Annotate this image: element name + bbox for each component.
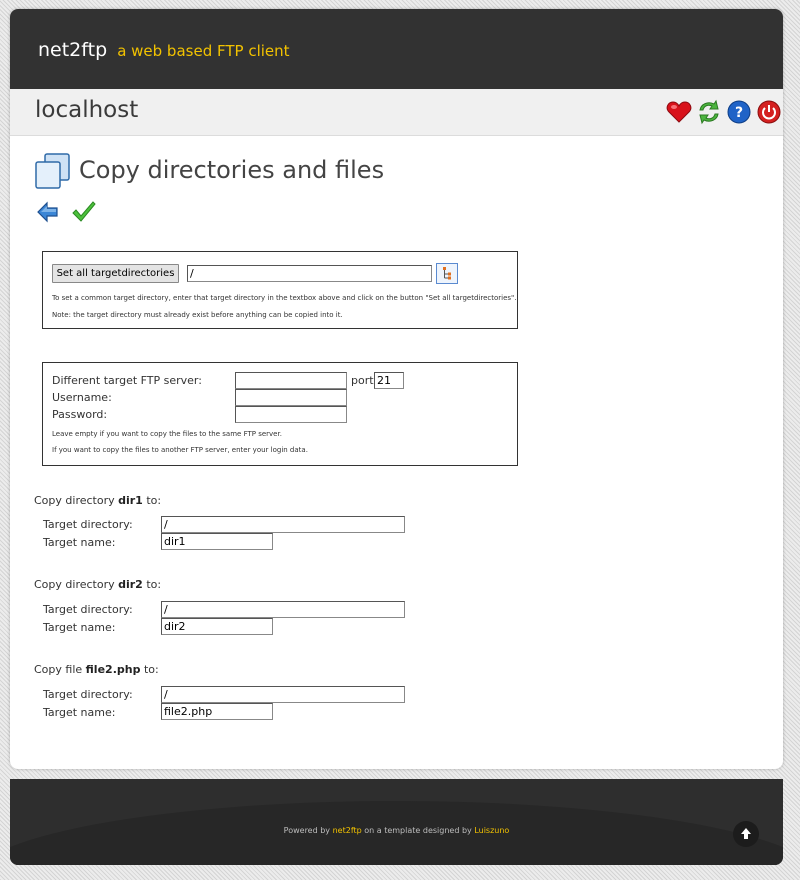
refresh-icon[interactable] — [696, 99, 722, 125]
top-bar — [10, 9, 783, 89]
copy-item-name: dir2 — [118, 578, 143, 591]
help-icon[interactable] — [726, 99, 752, 125]
password-input[interactable] — [235, 406, 347, 423]
main-window — [10, 9, 783, 769]
target-directory-label: Target directory: — [43, 603, 133, 616]
app-name: net2ftp — [38, 39, 108, 61]
copy-item-prefix: Copy directory — [34, 494, 115, 507]
port-label: port — [351, 374, 374, 387]
scroll-to-top-button[interactable] — [733, 821, 759, 847]
target-name-label: Target name: — [43, 706, 116, 719]
host-bar — [10, 89, 783, 136]
copy-item-suffix: to: — [146, 494, 162, 507]
app-brand — [38, 39, 290, 61]
target-directory-input[interactable] — [161, 601, 405, 618]
ftp-server-box — [42, 362, 518, 466]
target-name-input[interactable] — [161, 618, 273, 635]
browse-tree-icon[interactable] — [436, 263, 458, 284]
copy-item-name: file2.php — [85, 663, 141, 676]
common-target-warning: Note: the target directory must already exist before anything can be copied into it. — [52, 311, 343, 319]
target-server-label: Different target FTP server: — [52, 374, 202, 387]
set-all-targetdirectories-button[interactable]: Set all targetdirectories — [52, 264, 179, 283]
footer-product-link[interactable]: net2ftp — [332, 826, 362, 835]
copy-item-suffix: to: — [146, 578, 162, 591]
footer-powered-by: Powered by — [283, 826, 331, 835]
target-name-input[interactable] — [161, 533, 273, 550]
app-tagline: a web based FTP client — [117, 42, 290, 60]
target-name-label: Target name: — [43, 621, 116, 634]
footer-template-text: on a template designed by — [364, 826, 472, 835]
username-label: Username: — [52, 391, 112, 404]
target-directory-label: Target directory: — [43, 688, 133, 701]
other-server-note: If you want to copy the files to another FTP server, enter your login data. — [52, 446, 308, 454]
bookmark-heart-icon[interactable] — [666, 99, 692, 125]
copy-item-prefix: Copy file — [34, 663, 83, 676]
svg-text:?: ? — [734, 105, 744, 121]
copy-item-prefix: Copy directory — [34, 578, 115, 591]
username-input[interactable] — [235, 389, 347, 406]
target-name-input[interactable] — [161, 703, 273, 720]
common-target-note: To set a common target directory, enter that target directory in the textbox above and click on the button "Set all targetdirectories". — [52, 294, 517, 302]
port-input[interactable] — [374, 372, 404, 389]
copy-pages-icon — [34, 152, 72, 194]
copy-item-suffix: to: — [143, 663, 159, 676]
common-target-input[interactable] — [187, 265, 432, 282]
confirm-checkmark-icon[interactable] — [71, 200, 97, 228]
same-server-note: Leave empty if you want to copy the files to the same FTP server. — [52, 430, 282, 438]
logout-power-icon[interactable] — [756, 99, 782, 125]
target-directory-input[interactable] — [161, 516, 405, 533]
back-arrow-icon[interactable] — [36, 201, 60, 227]
copy-item-heading — [34, 663, 159, 676]
copy-item-heading — [34, 494, 161, 507]
target-directory-label: Target directory: — [43, 518, 133, 531]
footer-designer-link[interactable]: Luiszuno — [474, 826, 510, 835]
footer — [10, 779, 783, 865]
host-name: localhost — [35, 97, 139, 123]
copy-item-name: dir1 — [118, 494, 143, 507]
footer-credits — [10, 826, 783, 835]
common-target-box — [42, 251, 518, 329]
page-title: Copy directories and files — [79, 156, 385, 184]
copy-item-heading — [34, 578, 161, 591]
target-server-input[interactable] — [235, 372, 347, 389]
password-label: Password: — [52, 408, 108, 421]
target-name-label: Target name: — [43, 536, 116, 549]
arrow-up-icon — [733, 821, 759, 847]
target-directory-input[interactable] — [161, 686, 405, 703]
